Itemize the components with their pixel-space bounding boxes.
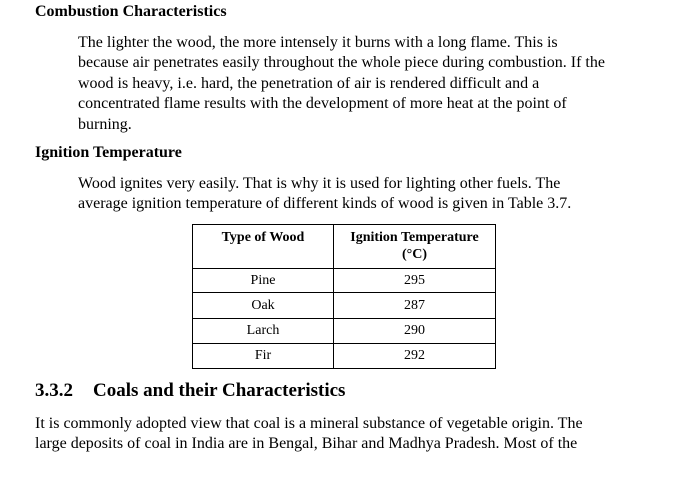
table-cell-wood: Larch [246,323,280,338]
table-header-divider [193,268,495,269]
table-cell-temp: 295 [404,273,425,288]
section-title: Coals and their Characteristics [93,380,346,401]
table-cell-temp: 292 [404,348,425,363]
table-cell-wood: Oak [251,298,275,313]
paragraph-combustion [78,33,605,135]
text-line: It is commonly adopted view that coal is a mineral substance of vegetable origin. The [35,415,583,432]
text-line: Wood ignites very easily. That is why it is used for lighting other fuels. The [78,175,561,192]
table-header-type-of-wood: Type of Wood [221,230,305,245]
table-row-divider [193,292,495,293]
text-line: because air penetrates easily throughout the whole piece during combustion. If the [78,54,605,72]
table-header-ignition-temperature: Ignition Temperature [350,230,479,245]
text-line: wood is heavy, i.e. hard, the penetration of air is rendered difficult and a [78,74,540,92]
table-row-divider [193,318,495,319]
paragraph-coals [35,414,583,455]
text-line: burning. [78,115,132,133]
text-line: The lighter the wood, the more intensely it burns with a long flame. This is [78,34,558,51]
table-row-divider [193,343,495,344]
section-number: 3.3.2 [35,380,73,401]
paragraph-ignition [78,174,571,215]
section-heading-coals [35,379,345,403]
text-line: average ignition temperature of different kinds of wood is given in Table 3.7. [78,195,572,213]
table-header-unit: (°C) [401,247,428,262]
table-cell-wood: Pine [250,273,276,288]
text-line: concentrated flame results with the development of more heat at the point of [78,95,567,113]
heading-ignition-temperature: Ignition Temperature [35,144,182,161]
table-cell-temp: 287 [404,298,425,313]
table-cell-temp: 290 [404,323,425,338]
heading-combustion-characteristics: Combustion Characteristics [35,3,227,20]
table-cell-wood: Fir [254,348,272,363]
ignition-temperature-table [192,224,496,369]
text-line: large deposits of coal in India are in Bengal, Bihar and Madhya Pradesh. Most of the [35,435,578,453]
